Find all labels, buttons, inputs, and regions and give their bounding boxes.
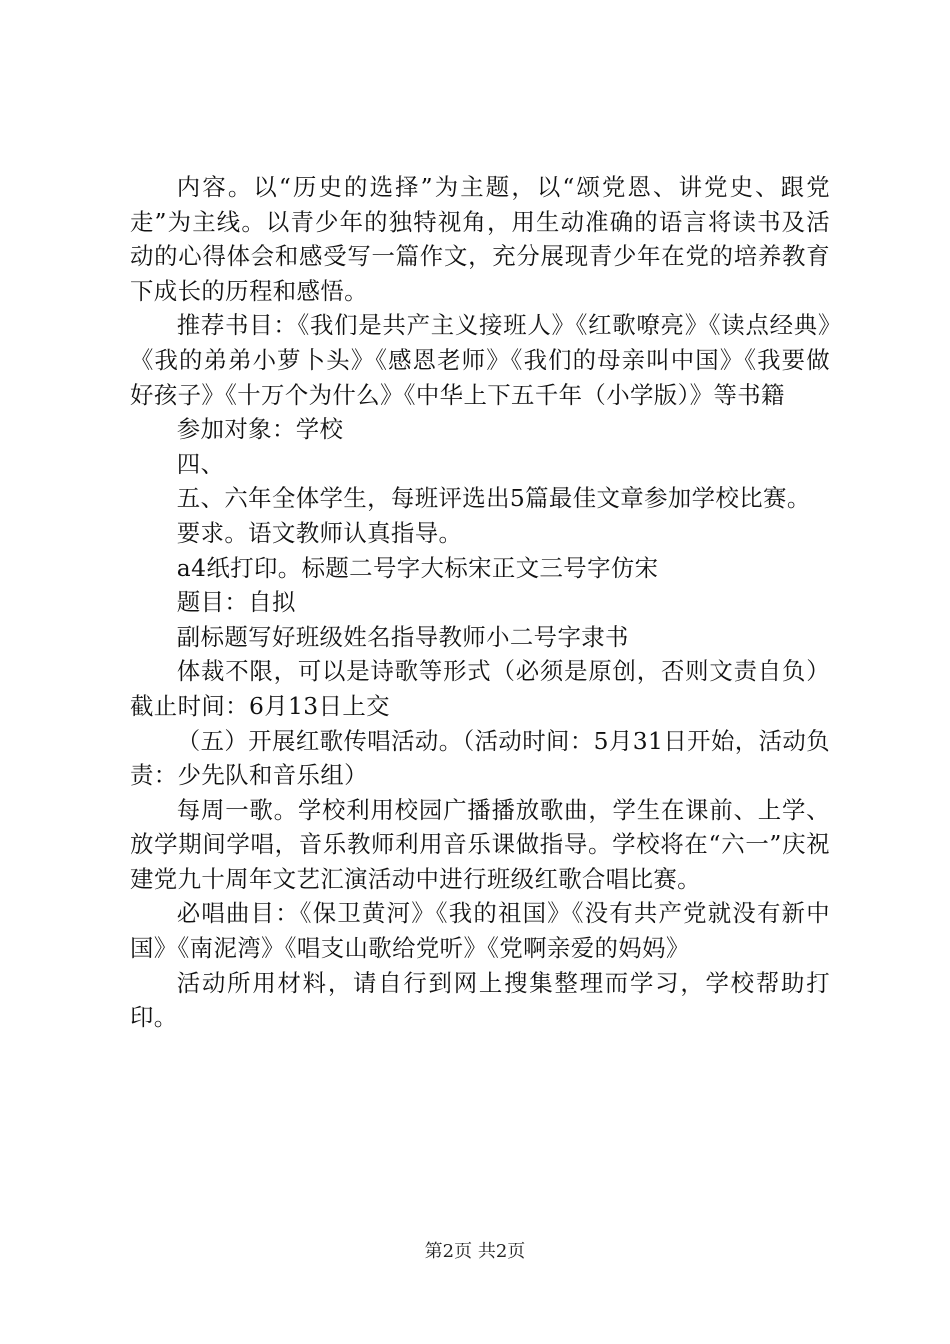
paragraph-recommended-books: 推荐书目：《我们是共产主义接班人》《红歌嘹亮》《读点经典》《我的弟弟小萝卜头》《感恩老师》《我们的母亲叫中国》《我要做好孩子》《十万个为什么》《中华上下五千年（小学版）》等书籍 (130, 311, 830, 409)
document-body (130, 170, 830, 1035)
paragraph-grades-five-six: 五、六年全体学生，每班评选出5篇最佳文章参加学校比赛。 (176, 484, 811, 513)
paragraph-weekly-song: 每周一歌。学校利用校园广播播放歌曲，学生在课前、上学、放学期间学唱，音乐教师利用音乐课做指导。学校将在“六一”庆祝建党九十周年文艺汇演活动中进行班级红歌合唱比赛。 (130, 795, 830, 893)
page-footer: 第2页 共2页 (424, 1241, 526, 1262)
paragraph-subtitle: 副标题写好班级姓名指导教师小二号字隶书 (176, 622, 629, 651)
paragraph-red-song-activity: （五）开展红歌传唱活动。（活动时间：5月31日开始，活动负责：少先队和音乐组） (130, 726, 830, 790)
paragraph-participants: 参加对象：学校 (176, 415, 344, 444)
paragraph-title: 题目：自拟 (176, 588, 296, 617)
paragraph-section-four: 四、 (176, 449, 225, 478)
paragraph-requirements: 要求。语文教师认真指导。 (176, 518, 463, 547)
paragraph-required-songs: 必唱曲目：《保卫黄河》《我的祖国》《没有共产党就没有新中国》《南泥湾》《唱支山歌给党听》《党啊亲爱的妈妈》 (130, 899, 830, 963)
paragraph-print-format: a4纸打印。标题二号字大标宋正文三号字仿宋 (176, 553, 659, 582)
paragraph-content-theme: 内容。以“历史的选择”为主题，以“颂党恩、讲党史、跟党走”为主线。以青少年的独特视角，用生动准确的语言将读书及活动的心得体会和感受写一篇作文，充分展现青少年在党的培养教育下成长的历程和感悟。 (130, 173, 830, 305)
paragraph-genre-deadline: 体裁不限，可以是诗歌等形式（必须是原创，否则文责自负）截止时间：6月13日上交 (130, 657, 830, 720)
paragraph-materials: 活动所用材料，请自行到网上搜集整理而学习，学校帮助打印。 (130, 968, 830, 1032)
